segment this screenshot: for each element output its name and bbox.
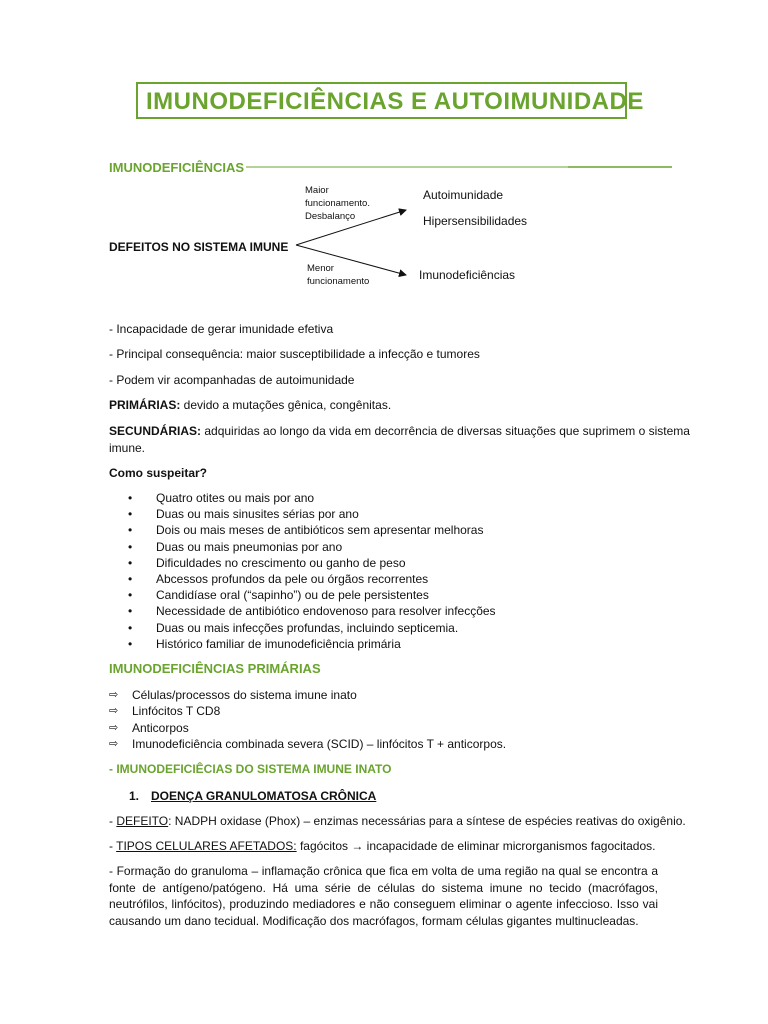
diagram-target-autoimunidade: Autoimunidade bbox=[423, 188, 504, 202]
tipos-line bbox=[109, 838, 655, 854]
arrow-lower bbox=[296, 245, 406, 275]
secundarias-text: adquiridas ao longo da vida em decorrência de diversas situações que suprimem o sistema bbox=[201, 424, 690, 438]
tipos-text: fagócitos → incapacidade de eliminar microrganismos fagocitados. bbox=[296, 839, 656, 853]
diagram-target-hipersensibilidades: Hipersensibilidades bbox=[423, 214, 528, 228]
list-item: • Duas ou mais sinusites sérias por ano bbox=[128, 506, 496, 522]
list-item: • Necessidade de antibiótico endovenoso para resolver infecções bbox=[128, 603, 496, 619]
defeito-text: : NADPH oxidase (Phox) – enzimas necessárias para a síntese de espécies reativas do oxigênio. bbox=[168, 814, 686, 828]
primarias-label: PRIMÁRIAS: bbox=[109, 398, 181, 412]
diagram-target-imunodeficiencias: Imunodeficiências bbox=[419, 268, 516, 282]
diagram-source: DEFEITOS NO SISTEMA IMUNE bbox=[109, 240, 289, 254]
list-item: • Dificuldades no crescimento ou ganho de peso bbox=[128, 555, 496, 571]
tipos-label: TIPOS CELULARES AFETADOS: bbox=[116, 839, 297, 853]
list-item: • Duas ou mais infecções profundas, incluindo septicemia. bbox=[128, 620, 496, 636]
document-title: IMUNODEFICIÊNCIAS E AUTOIMUNIDADE bbox=[146, 88, 644, 115]
list-item: • Histórico familiar de imunodeficiência primária bbox=[128, 636, 496, 652]
upper-note-line: Maior bbox=[305, 185, 329, 196]
list-item: • Abcessos profundos da pele ou órgãos recorrentes bbox=[128, 571, 496, 587]
defeito-prefix: - bbox=[109, 814, 117, 828]
primarias-text: devido a mutações gênica, congênitas. bbox=[180, 398, 392, 412]
defeito-label: DEFEITO bbox=[116, 814, 169, 828]
primarias-list bbox=[109, 687, 506, 752]
section-heading-imunodeficiencias: IMUNODEFICIÊNCIAS bbox=[109, 160, 245, 175]
lower-note-line: Menor bbox=[307, 263, 334, 274]
list-item: ⇨ Células/processos do sistema imune inato bbox=[109, 687, 506, 703]
section-heading-primarias: IMUNODEFICIÊNCIAS PRIMÁRIAS bbox=[109, 661, 321, 676]
secundarias-continuation: imune. bbox=[109, 441, 146, 455]
defeito-line bbox=[109, 813, 686, 829]
secundarias-line bbox=[109, 423, 690, 439]
lower-note-line: funcionamento bbox=[307, 276, 370, 287]
diagram-arrows bbox=[290, 200, 420, 280]
list-item: ⇨ Linfócitos T CD8 bbox=[109, 703, 506, 719]
list-item: • Quatro otites ou mais por ano bbox=[128, 490, 496, 506]
text-line: - Incapacidade de gerar imunidade efetiva bbox=[109, 322, 334, 336]
list-item: • Candidíase oral (“sapinho”) ou de pele persistentes bbox=[128, 587, 496, 603]
dgc-number: 1. bbox=[129, 789, 140, 803]
granuloma-paragraph: - Formação do granuloma – inflamação crônica que fica em volta de uma região na qual se encontra a fonte de antígeno/patógeno. Há uma série de células do sistema imune no tecido (macrófagos, neutrófilos, linfócitos), produzindo mediadores e não conseguem eliminar o agente infeccioso. Isso vai causando um dano tecidual. Modificação dos macrófagos, formam células gigantes multinucleadas. bbox=[109, 864, 658, 928]
upper-note-line: funcionamento. bbox=[305, 198, 370, 209]
upper-note-line: Desbalanço bbox=[305, 211, 356, 222]
dgc-title: DOENÇA GRANULOMATOSA CRÔNICA bbox=[151, 789, 377, 803]
list-item: ⇨ Imunodeficiência combinada severa (SCID) – linfócitos T + anticorpos. bbox=[109, 736, 506, 752]
primarias-line bbox=[109, 397, 391, 413]
list-item: • Dois ou mais meses de antibióticos sem apresentar melhoras bbox=[128, 522, 496, 538]
suspeitar-list bbox=[128, 490, 496, 652]
text-line: - Principal consequência: maior susceptibilidade a infecção e tumores bbox=[109, 347, 480, 361]
como-suspeitar-heading: Como suspeitar? bbox=[109, 466, 208, 480]
heading-rule bbox=[240, 160, 680, 180]
list-item: • Duas ou mais pneumonias por ano bbox=[128, 539, 496, 555]
secundarias-label: SECUNDÁRIAS: bbox=[109, 424, 202, 438]
section-heading-inato: - IMUNODEFICIÊCIAS DO SISTEMA IMUNE INATO bbox=[109, 762, 392, 776]
text-line: - Podem vir acompanhadas de autoimunidade bbox=[109, 373, 355, 387]
tipos-prefix: - bbox=[109, 839, 117, 853]
list-item: ⇨ Anticorpos bbox=[109, 720, 506, 736]
arrow-upper bbox=[296, 210, 406, 245]
